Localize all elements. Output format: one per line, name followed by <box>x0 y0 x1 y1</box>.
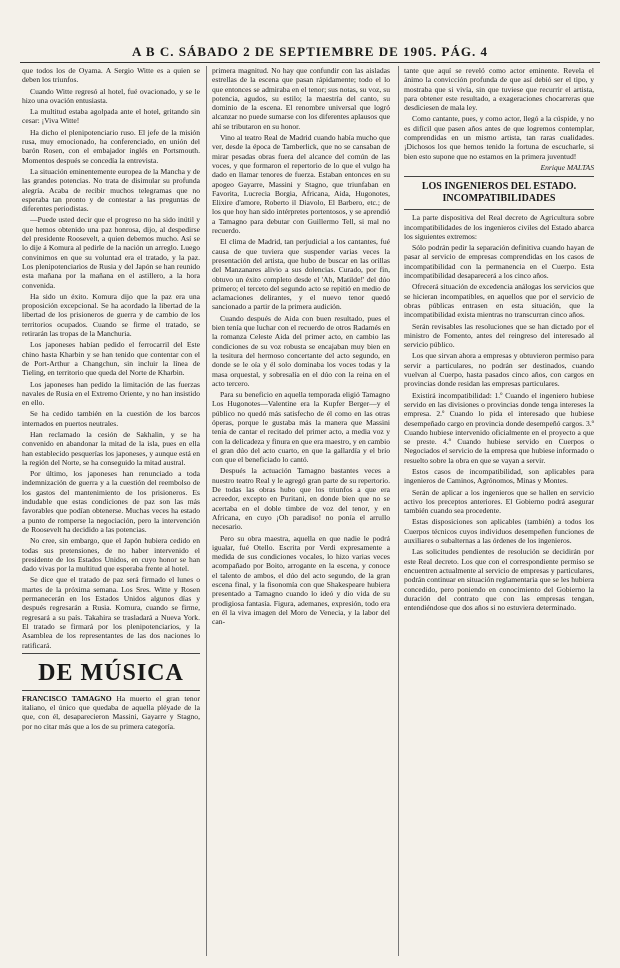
section-rule <box>404 209 594 210</box>
header-rule <box>20 62 600 63</box>
c1-paragraph: Ha sido un éxito. Komura dijo que la paz era una proposición excepcional. Se ha acordado la libertad de la libertad de los prisioneros de guerra y de cambio de los territorios ocupados. Cuando se firme el tratado, se retirarán las tropas de la Manchuria. <box>22 291 200 339</box>
c2-paragraph: Pero su obra maestra, aquella en que nadie le podrá igualar, fué Otello. Escrita por Verdi expresamente a medida de sus condiciones vocales, lo hizo varias veces acompañado por Boito, arrogante en la escena, y conoce el talento de ambos, el dúo del acto segundo, de la gran escena final, y la fisonomía con que Shakespeare hubiera presentado a Tamagno cuando lo ideó y dio vida de su prodigiosa fantasía. Figura, ademanes, expresión, todo era en él la viva imagen del Moro de Venecia, y la labor del can- <box>212 533 390 627</box>
column-divider-2 <box>398 66 399 956</box>
section-rule <box>22 690 200 691</box>
c2-paragraph: primera magnitud. No hay que confundir con las aisladas estrellas de la escena que pasan rápidamente; todo el lo que entonces se admiraba en el tenor; sus notas, su voz, su potencia, agudos, su estilo; la maestría del canto, su dominio de la escena. El renombre universal que logró alcanzar no puede sumarse con los diferentes aplausos que ahí se tributaron en su honor. <box>212 66 390 131</box>
c1-paragraph: Se ha cedido también en la cuestión de los barcos internados en puertos neutrales. <box>22 409 200 428</box>
c2-paragraph: Vino al teatro Real de Madrid cuando había mucho que ver, desde la época de Tamberlick, que no se cansaban de mirar pesadas obras fuera del alcance del común de las voces, y que formaron el repertorio de lo que el vulgo ha dado en llamar tenores de fuerza. Estaban entonces en su apogeo Gayarre, Massini y Stagno, que triunfaban en Favorita, Lucrecia Borgia, Africana, Aida, Hugonotes, Elixire d'amore, Roberto il Diavolo, El Barbero, etc.; de los que hoy han sido intérpretes portentosos, y se aprendió a Tamagno para debutar con Guillermo Tell, si mal no recuerdo. <box>212 133 390 236</box>
c1-paragraph: Los japoneses han pedido la limitación de las fuerzas navales de Rusia en el Extremo Oriente, y no han insistido en ello. <box>22 379 200 408</box>
column-1 <box>22 66 200 956</box>
c3-paragraph: La parte dispositiva del Real decreto de Agricultura sobre incompatibilidades de los ingenieros civiles del Estado abarca los siguientes extremos: <box>404 213 594 241</box>
title-line-2: INCOMPATIBILIDADES <box>442 193 556 205</box>
musica-lead-paragraph <box>22 694 200 731</box>
column-divider-1 <box>206 66 207 956</box>
c3-paragraph: tante que aquí se reveló como actor eminente. Revela el ánimo la convicción profunda de que así debió ser el tipo, y mostraba que si vivía, sin que tuviese que recurrir el artista, para obtener este resultado, a exageraciones chocarreras que desdiciesen de mala ley. <box>404 66 594 113</box>
c1-paragraph: Han reclamado la cesión de Sakhalin, y se ha convenido en abandonar la mitad de la isla, pues en ella han establecido pesquerías los japoneses, y aunque está en la región del Norte, se ha conseguido la mitad austral. <box>22 429 200 467</box>
c1-paragraph: Cuando Witte regresó al hotel, fué ovacionado, y se le hizo una ovación entusiasta. <box>22 86 200 105</box>
lead-text: Ha muerto el gran tenor italiano, el único que quedaba de aquella pléyade de la que, con él, desaparecieron Massini, Gayarre y Stagno, por no citar más que a los de su primera categoría. <box>22 693 200 731</box>
c3-paragraph: Los que sirvan ahora a empresas y obtuvieron permiso para servir a particulares, no podrán ser destinados, cuando vuelvan al Cuerpo, hasta pasados cinco años, con cargos en provincias donde residan las empresas particulares. <box>404 351 594 389</box>
c1-paragraph: No cree, sin embargo, que el Japón hubiera cedido en todas sus pretensiones, de no haber intervenido el presidente de los Estados Unidos, en cuyo honor se han dado vivas por la multitud que esperaba frente al hotel. <box>22 536 200 574</box>
c1-paragraph: La situación eminentemente europea de la Mancha y de las grandes potencias. No trata de disimular su profunda alegría. Acaba de recibir muchos telegramas que no esperaba tan pronto y de contestar a las preguntas de diferentes periodistas. <box>22 166 200 214</box>
c3-paragraph: Como cantante, pues, y como actor, llegó a la cúspide, y no es difícil que pasen años antes de que logremos contemplar, comprendidas en un mismo artista, tan raras cualidades. ¡Dichosos los que hemos tenido la fortuna de escucharle, si bien esto supone que no estamos en la primera juventud! <box>404 114 594 161</box>
c3-paragraph: Serán de aplicar a los ingenieros que se hallen en servicio activo los preceptos anteriores. El Gobierno podrá asegurar también cuando sea procedente. <box>404 487 594 516</box>
c3-paragraph: Serán revisables las resoluciones que se han dictado por el ministro de Fomento, antes del reingreso del interesado al servicio público. <box>404 321 594 350</box>
c2-paragraph: Cuando después de Aida con buen resultado, pues el bien tenía que luchar con el recuerdo de otros Radamés en la romanza Celeste Aida del primer acto, en cambio las condiciones de su voz robusta se encajaban muy bien en la tesitura del hermoso concertante del acto segundo, en donde se le oía y él solo dominaba los voces todas y la masa orquestal, y sobresalía en el dúo con la reina en el acto tercero. <box>212 313 390 388</box>
title-line-1: LOS INGENIEROS DEL ESTADO. <box>421 181 577 193</box>
c3-paragraph: Las solicitudes pendientes de resolución se decidirán por este Real decreto. Los que con el correspondiente permiso se encuentren actualmente al servicio de empresas y particulares, podrán continuar en situación reglamentaria que se les hubiera concedido, pero poniendo en conocimiento del Gobierno la duración del contrato que con las empresas tengan, entendiéndose que dos años si no estuviera determinado. <box>404 547 594 613</box>
c1-paragraph: que todos los de Oyama. A Sergio Witte es a quien se deben los triunfos. <box>22 66 200 85</box>
c3-paragraph: Sólo podrán pedir la separación definitiva cuando hayan de pasar al servicio de empresas comprendidas en los casos de incompatibilidad con la permanencia en el Cuerpo. Esta incompatibilidad desaparecerá a los cinco años. <box>404 243 594 281</box>
section-title-musica: DE MÚSICA <box>38 659 184 686</box>
c1-paragraph: La multitud estaba agolpada ante el hotel, gritando sin cesar: ¡Viva Witte! <box>22 107 200 126</box>
c2-paragraph: Para su beneficio en aquella temporada eligió Tamagno Los Hugonotes—Valentine era la Kupfer Berger—y el público no quedó más satisfecho de él como en las otras óperas, porque le gustaba más la manera que Massini tenía de cantar el recitado del primer acto, a media voz y con la delicadeza y finura en que era maestro, y en cambio el gran dúo del acto cuarto, en que la gallardía y el brío con que el beneficiado lo cantó. <box>212 390 390 465</box>
c3-paragraph: Existirá incompatibilidad: 1.º Cuando el ingeniero hubiese servido en las divisiones o provincias donde tenga intereses la empresa. 2.º Cuando lo pida el interesado que hubiese desempeñado cargo en provincia donde desempeñó cargos. 3.º Cuando hubiese intervenido oficialmente en el proyecto a que se preste. 4.º Cuando hubiese servido en Cuerpos o Negociados el servicio de la empresa que hubiese informado o resuelto sobre la obra en que se vayan a servir. <box>404 390 594 465</box>
c1-paragraph: Ha dicho el plenipotenciario ruso. El jefe de la misión rusa, muy emocionado, ha conferenciado, en unión del barón Rosen, con el embajador inglés en Portsmouth. Momentos después se concedía la entrevista. <box>22 127 200 165</box>
c1-paragraph: —Puede usted decir que el progreso no ha sido inútil y que hemos obtenido una paz honrosa, dijo, al despedirse del presidente Roosevelt, a quien debemos mucho. Así se lo dije á Komura al pedirle de la nación un arreglo. Luego convinimos en que su voluntad era el tratado, y la paz. Los plenipotenciarios de Rusia y del Japón se han reunido esta mañana por la mañana en el astillero, a la hora convenida. <box>22 215 200 290</box>
c1-paragraph: Se dice que el tratado de paz será firmado el lunes o martes de la próxima semana. Los Sres. Witte y Rosen permanecerán en los Estados Unidos algunos días y después regresarán a Rusia. Komura, cuando se firme, regresará a su país. Takahira se trasladará a Nueva York. El tratado se firmará por los plenipotenciarios, y la Asamblea de los representantes de las dos naciones lo ratificará. <box>22 575 200 650</box>
c2-paragraph: El clima de Madrid, tan perjudicial a los cantantes, fué causa de que tuviera que suspender varias veces la presentación del artista, que hubo de buscar en las orillas del Manzanares alivio a sus dolencias. Curado, por fin, obtuvo un éxito completo desde el 'Ah, Matilde!' del dúo primero; el terceto del segundo acto se repitió en medio de aclamaciones delirantes, y el nuevo tenor quedó sancionado a partir de la primera audición. <box>212 237 390 312</box>
c3-paragraph: Estas disposiciones son aplicables (también) a todos los Cuerpos técnicos cuyos individuos desempeñen funciones de auxiliares o subalternas a las órdenes de los ingenieros. <box>404 517 594 546</box>
section-rule <box>404 176 594 177</box>
c3-paragraph: Ofrecerá situación de excedencia análogas los servicios que se hicieran incompatibles, en aquellos que por el servicio de obras públicas entrasen en esta situación, que la incompatibilidad exista mientras no transcurran cinco años. <box>404 282 594 320</box>
column-2 <box>212 66 390 956</box>
c3-paragraph: Estos casos de incompatibilidad, son aplicables para ingenieros de Caminos, Agrónomos, Minas y Montes. <box>404 466 594 486</box>
section-title-ingenieros <box>404 181 594 205</box>
section-rule <box>22 653 200 654</box>
c2-paragraph: Después la actuación Tamagno bastantes veces a nuestro teatro Real y le agregó gran parte de su repertorio. De todas las obras hubo que los triunfos a que era acreedor, excepto en Puritani, en donde bien que no se acertaba en el doble timbre de voz del tenor, y en Africana, en cuyo ¡Oh paradiso! no ponía el arrullo necesario. <box>212 466 390 532</box>
column-3 <box>404 66 594 956</box>
byline: Enrique MALTAS <box>540 162 594 172</box>
lead-name: FRANCISCO TAMAGNO <box>22 693 112 703</box>
c1-paragraph: Por último, los japoneses han renunciado a toda indemnización de guerra y a la cuestión del reembolso de los gastos del mantenimiento de los prisioneros. Es indudable que estas condiciones de paz son las más favorables que podían obtenerse. Muchas veces ha estado a punto de romperse la negociación, pero la intervención de Roosevelt ha decidido a las potencias. <box>22 469 200 534</box>
c1-paragraph: Los japoneses habían pedido el ferrocarril del Este chino hasta Kharbin y se han tenido que contentar con el de Port-Arthur a Changchun, sin incluir la línea de Tieling, en territorio que queda del Norte de Kharbin. <box>22 340 200 378</box>
page-header: A B C. SÁBADO 2 DE SEPTIEMBRE DE 1905. PÁG. 4 <box>132 44 488 59</box>
